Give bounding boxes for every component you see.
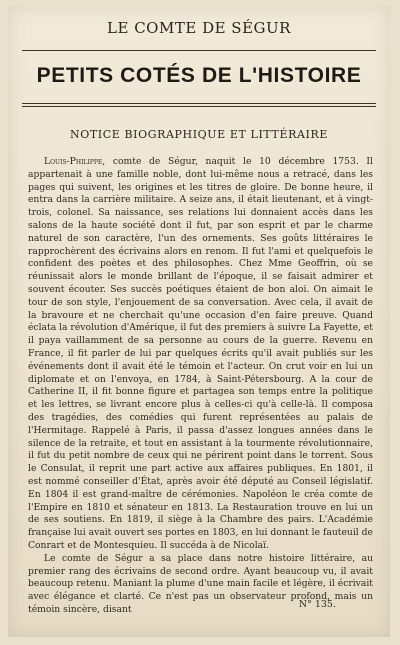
header-divider — [22, 50, 376, 51]
book-page — [8, 6, 390, 637]
biography-text — [28, 156, 373, 617]
paragraph-2: Le comte de Ségur a sa place dans notre histoire littéraire, au premier rang des écrivains de second ordre. Ayant beaucoup vu, il avait beaucoup retenu. Maniant la plume d'une main facile et légère, il écrivait avec élégance et clarté. Ce n'est pas un observateur profond, mais un témoin sincère, disant — [28, 552, 373, 615]
lead-name: Louis-Philippe — [44, 156, 103, 167]
title-divider — [22, 103, 376, 107]
author-name: LE COMTE DE SÉGUR — [107, 19, 291, 37]
section-heading: NOTICE BIOGRAPHIQUE ET LITTÉRAIRE — [70, 128, 328, 141]
book-title: PETITS COTÉS DE L'HISTOIRE — [36, 64, 362, 87]
paragraph-1-text: , comte de Ségur, naquit le 10 décembre 1753. Il appartenait à une famille noble, dont lui-même nous a retracé, dans les pages qui suivent, les origines et les titres de gloire. De bonne heure, il entra dans la carrière militaire. A seize ans, il était lieutenant, et à vingt-trois, colonel. Sa naissance, ses relations lui donnaient accès dans les salons de la haute société dont il fut, par son esprit et par le charme naturel de son caractère, l'un des ornements. Ses goûts littéraires le rapprochèrent des écrivains alors en renom. Il fut l'ami et quelquefois le confident des poètes et des philosophes. Chez Mme Geoffrin, où se réunissait alors le monde brillant de l'époque, il se faisait admirer et souvent écouter. Ses succès poétiques étaient de bon aloi. On aimait le tour de son style, l'enjouement de sa conversation. Avec cela, il avait de la bravoure et ne cherchait qu'une occasion d'en faire preuve. Quand éclata la révolution d'Amérique, il fut des premiers à suivre La Fayette, et il paya vaillamment de sa personne au cours de la guerre. Revenu en France, il fit parler de lui par quelques écrits qu'il avait publiés sur les événements dont il avait été le témoin et l'acteur. On crut voir en lui un diplomate et on l'envoya, en 1784, à Saint-Pétersbourg. A la cour de Catherine II, il fit bonne figure et partagea son temps entre la politique et les lettres, se livrant encore plus à celles-ci qu'à celle-là. Il composa des tragédies, des comédies qui furent représentées au palais de l'Hermitage. Rappelé à Paris, il passa d'assez longues années dans le silence de la retraite, et tout en assistant à la tourmente révolutionnaire, il fut du petit nombre de ceux qui ne périrent point dans le torrent. Sous le Consulat, il reprit une part active aux affaires publiques. En 1801, il est nommé conseiller d'État, après avoir été député au Conseil législatif. En 1804 il est grand-maître de cérémonies. Napoléon le créa comte de l'Empire en 1810 et sénateur en 1813. La Restauration trouve en lui un de ses soutiens. En 1819, il siège à la Chambre des pairs. L'Académie française lui avait ouvert ses portes en 1803, en lui donnant le fauteuil de Conrart et de Montesquieu. Il succéda à de Nicolaï. — [28, 156, 373, 551]
paragraph-1 — [28, 156, 373, 553]
sheet-number: N° 135. — [298, 599, 336, 610]
